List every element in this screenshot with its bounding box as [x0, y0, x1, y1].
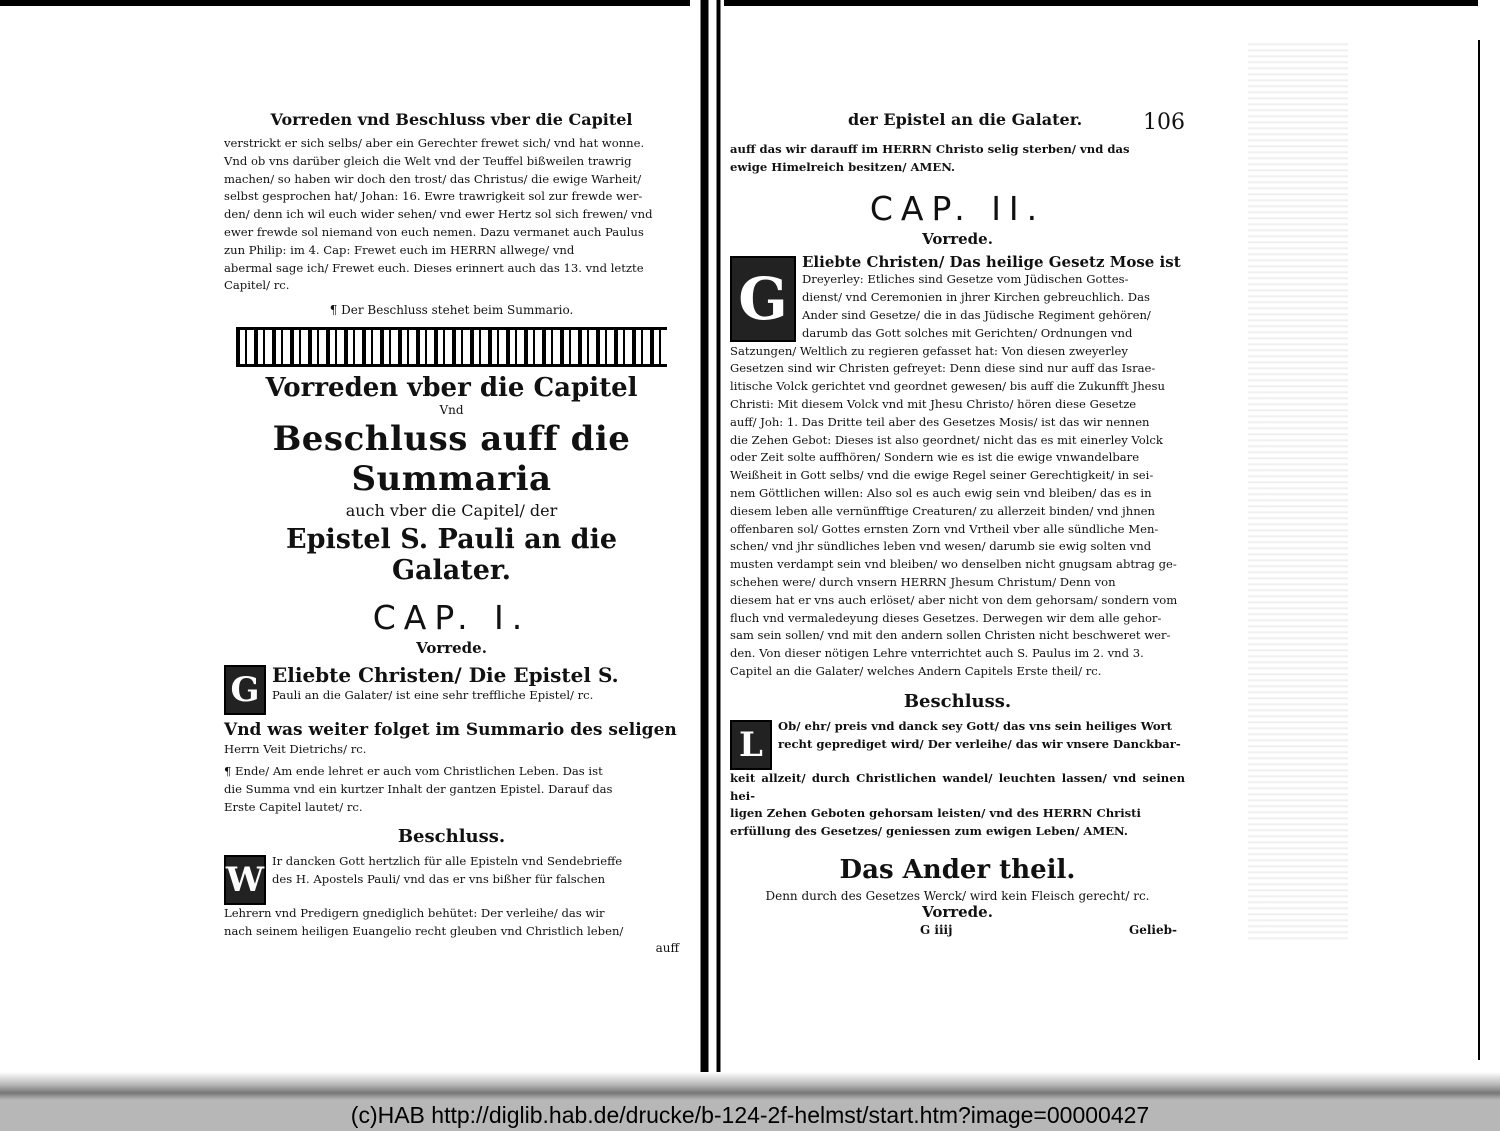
- title-line-4: Epistel S. Pauli an die Galater.: [285, 524, 617, 587]
- text-line: des H. Apostels Pauli/ vnd das er vns bißher für falschen: [272, 872, 606, 887]
- beschluss-heading: Beschluss.: [397, 826, 506, 848]
- text-line: Christi: Mit diesem Volck vnd mit Jhesu Christo/ hören diese Gesetze: [730, 396, 1137, 411]
- scan-bottom-shadow: [0, 1072, 1500, 1102]
- text-line: Erste Capitel lautet/ rc.: [224, 799, 363, 814]
- copyright-text: (c)HAB http://diglib.hab.de/drucke/b-124-2f-helmst/start.htm?image=00000427: [350, 1102, 1150, 1128]
- vorrede-heading: Vorrede.: [922, 902, 993, 921]
- title-line-2: Beschluss auff die Summaria: [272, 419, 631, 500]
- ornament-band: [236, 327, 667, 367]
- vorrede-heading: Vorrede.: [416, 639, 487, 658]
- title-und: Vnd: [439, 403, 464, 418]
- text-line: musten verdampt sein vnd bleiben/ wo denselben nicht gnugsam abtrag ge-: [730, 557, 1177, 572]
- lead-line: Dreyerley: Etliches sind Gesetze vom Jüdischen Gottes-: [802, 272, 1129, 287]
- text-line: Gesetzen sind wir Christen gefreyet: Denn diese sind nur auff das Israe-: [730, 361, 1156, 376]
- text-line: Ob/ ehr/ preis vnd danck sey Gott/ das vns sein heiliges Wort: [778, 718, 1173, 733]
- drop-cap: W: [224, 855, 266, 905]
- lead-line: Eliebte Christen/ Das heilige Gesetz Mose ist: [802, 252, 1181, 271]
- running-head-row: [730, 110, 1185, 135]
- text-line: Capitel an die Galater/ welches Andern Capitels Erste theil/ rc.: [730, 663, 1102, 678]
- drop-cap: G: [224, 665, 266, 715]
- right-page: [730, 110, 1185, 937]
- text-line: Ir dancken Gott hertzlich für alle Episteln vnd Sendebrieffe: [272, 854, 623, 869]
- lead-line: dienst/ vnd Ceremonien in jhrer Kirchen gebreuchlich. Das: [802, 290, 1150, 305]
- text-line: ewer frewde sol niemand von euch nemen. Dazu vermanet auch Paulus: [224, 224, 644, 239]
- text-line: schehen were/ durch vnsern HERRN Jhesum Christum/ Denn von: [730, 574, 1116, 589]
- text-line: ¶ Ende/ Am ende lehret er auch vom Christlichen Leben. Das ist: [224, 763, 603, 778]
- beschluss-block: [224, 853, 679, 941]
- text-line: recht geprediget wird/ Der verleihe/ das wir vnsere Danckbar-: [778, 736, 1181, 751]
- page-number: 106: [1143, 110, 1185, 135]
- intro-block: [224, 135, 679, 295]
- text-line: Capitel/ rc.: [224, 278, 290, 293]
- lead-line: Herrn Veit Dietrichs/ rc.: [224, 742, 367, 757]
- text-line: zun Philip: im 4. Cap: Frewet euch im HERRN allwege/ vnd: [224, 242, 575, 257]
- lead-line: Pauli an die Galater/ ist eine sehr treffliche Epistel/ rc.: [272, 688, 594, 703]
- catchword: Gelieb-: [1128, 922, 1177, 937]
- text-line: ligen Zehen Geboten gehorsam leisten/ vnd des HERRN Christi: [730, 806, 1141, 821]
- text-line: auff/ Joh: 1. Das Dritte teil aber des Gesetzes Mosis/ ist das wir nennen: [730, 414, 1150, 429]
- text-line: Satzungen/ Weltlich zu regieren gefasset hat: Von diesen zweyerley: [730, 343, 1128, 358]
- text-line: Weißheit in Gott selbs/ vnd die ewige Regel seiner Gerechtigkeit/ in sei-: [730, 468, 1154, 483]
- copyright-bar: [0, 1100, 1500, 1131]
- page-footer-row: [730, 923, 1185, 937]
- ende-block: [224, 763, 679, 816]
- lead-paragraph: [730, 254, 1185, 343]
- title-line-1: Vorreden vber die Capitel: [265, 373, 638, 404]
- note-line: ¶ Der Beschluss stehet beim Summario.: [329, 303, 574, 318]
- left-page: [224, 110, 679, 955]
- lead-paragraph: [224, 663, 679, 759]
- vorrede-heading: Vorrede.: [922, 229, 993, 248]
- lead-line: Ander sind Gesetze/ die in das Jüdische Regiment gehören/: [802, 307, 1151, 322]
- signature-mark: G iiij: [920, 922, 953, 937]
- text-line: offenbaren sol/ Gottes ernsten Zorn vnd Vrtheil vber alle sündliche Men-: [730, 521, 1159, 536]
- text-line: diesem leben alle vernünfftige Creaturen/ zu allerzeit binden/ vnd jhnen: [730, 503, 1155, 518]
- lead-line: Eliebte Christen/ Die Epistel S.: [272, 663, 619, 688]
- part-subheading: Denn durch des Gesetzes Werck/ wird kein Fleisch gerecht/ rc.: [765, 888, 1150, 903]
- text-line: fluch vnd vermaledeyung dieses Gesetzes. Derwegen wir dem alle gehor-: [730, 610, 1162, 625]
- drop-cap: G: [730, 256, 796, 342]
- scan-top-edge: [0, 0, 1500, 6]
- text-line: Lehrern vnd Predigern gnediglich behütet: Der verleihe/ das wir: [224, 906, 605, 921]
- chapter-heading: CAP. I.: [372, 598, 531, 638]
- text-line: Vnd ob vns darüber gleich die Welt vnd der Teuffel bißweilen trawrig: [224, 153, 632, 168]
- text-line: erfüllung des Gesetzes/ geniessen zum ewigen Leben/ AMEN.: [730, 824, 1128, 839]
- catchword: auff: [655, 940, 679, 955]
- text-line: machen/ so haben wir doch den trost/ das Christus/ die ewige Warheit/: [224, 171, 642, 186]
- scan-right-edge: [1478, 0, 1500, 1090]
- text-line: den. Von dieser nötigen Lehre vnterrichtet auch S. Paulus im 2. vnd 3.: [730, 646, 1144, 661]
- page-edge-texture: [1248, 40, 1348, 940]
- text-line: sam sein sollen/ vnd mit den andern sollen Christen nicht beschweret wer-: [730, 628, 1171, 643]
- chapter-heading: CAP. II.: [869, 188, 1046, 228]
- drop-cap: L: [730, 720, 772, 770]
- body-block: [730, 343, 1185, 681]
- text-line: auff das wir darauff im HERRN Christo selig sterben/ vnd das: [730, 142, 1130, 156]
- text-line: diesem hat er vns auch erlöset/ aber nicht von dem gehorsam/ sondern vom: [730, 592, 1178, 607]
- book-gutter: [690, 0, 724, 1090]
- text-line: schen/ vnd jhr sündliches leben vnd wesen/ darumb sie ewig solten vnd: [730, 539, 1152, 554]
- title-line-3: auch vber die Capitel/ der: [345, 501, 558, 521]
- text-line: litische Volck gerichtet vnd geordnet gewesen/ bis auff die Zukunfft Jhesu: [730, 379, 1165, 394]
- lead-line: darumb das Gott solches mit Gerichten/ Ordnungen vnd: [802, 325, 1133, 340]
- intro-block: [730, 141, 1185, 177]
- text-line: die Zehen Gebot: Dieses ist also geordnet/ nicht das es mit einerley Volck: [730, 432, 1163, 447]
- text-line: abermal sage ich/ Frewet euch. Dieses erinnert auch das 13. vnd letzte: [224, 260, 644, 275]
- text-line: die Summa vnd ein kurtzer Inhalt der gantzen Epistel. Darauf das: [224, 781, 613, 796]
- text-line: nem Göttlichen willen: Also sol es auch ewig sein vnd bleiben/ das es in: [730, 485, 1152, 500]
- text-line: selbst gesprochen hat/ Johan: 16. Ewre trawrigkeit sol zur frewde wer-: [224, 189, 643, 204]
- text-line: nach seinem heiligen Euangelio recht gleuben vnd Christlich leben/: [224, 924, 624, 939]
- text-line: oder Zeit solte auffhören/ Sondern wie es ist die ewige vnwandelbare: [730, 450, 1140, 465]
- lead-line: Vnd was weiter folget im Summario des seligen: [224, 720, 677, 741]
- text-line: ewige Himelreich besitzen/ AMEN.: [730, 159, 956, 174]
- text-line: keit allzeit/ durch Christlichen wandel/ leuchten lassen/ vnd seinen hei-: [730, 770, 1185, 803]
- part-heading: Das Ander theil.: [839, 854, 1076, 885]
- beschluss-block: [730, 718, 1185, 841]
- text-line: verstrickt er sich selbs/ aber ein Gerechter frewet sich/ vnd hat wonne.: [224, 136, 645, 150]
- text-line: den/ denn ich wil euch wider sehen/ vnd ewer Hertz sol sich frewen/ vnd: [224, 207, 653, 222]
- beschluss-heading: Beschluss.: [903, 690, 1012, 712]
- running-head: Vorreden vnd Beschluss vber die Capitel: [270, 110, 633, 129]
- running-head: der Epistel an die Galater.: [848, 110, 1083, 129]
